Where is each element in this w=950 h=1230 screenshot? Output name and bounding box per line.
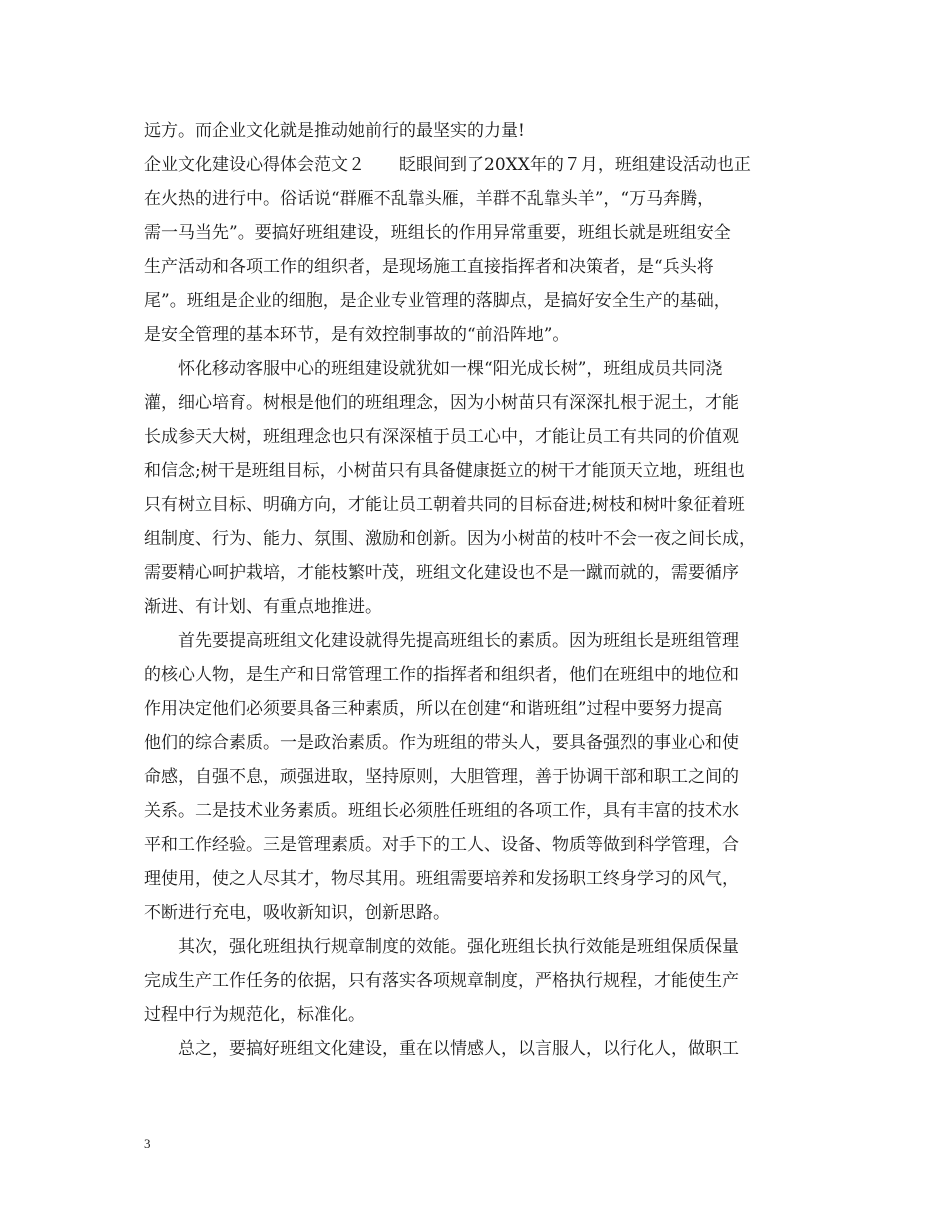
text-line: 需要精心呵护栽培，才能枝繁叶茂，班组文化建设也不是一蹴而就的，需要循序 (144, 563, 739, 583)
text-line: 命感，自强不息，顽强进取，坚持原则，大胆管理，善于协调干部和职工之间的 (144, 767, 739, 787)
text-line: 渐进、有计划、有重点地推进。 (144, 597, 382, 617)
text-line: 理使用，使之人尽其才，物尽其用。班组需要培养和发扬职工终身学习的风气， (144, 869, 739, 889)
text-line: 需一马当先”。要搞好班组建设，班组长的作用异常重要，班组长就是班组安全 (144, 223, 731, 243)
text-line: 的核心人物，是生产和日常管理工作的指挥者和组织者，他们在班组中的地位和 (144, 665, 739, 685)
text-line: 长成参天大树，班组理念也只有深深植于员工心中，才能让员工有共同的价值观 (144, 427, 739, 447)
text-line: 生产活动和各项工作的组织者，是现场施工直接指挥者和决策者，是“兵头将 (144, 257, 714, 277)
page-number: 3 (144, 1136, 151, 1151)
text-line: 不断进行充电，吸收新知识，创新思路。 (144, 903, 450, 923)
text-line: 灌，细心培育。树根是他们的班组理念，因为小树苗只有深深扎根于泥土，才能 (144, 393, 739, 413)
text-line: 怀化移动客服中心的班组建设就犹如一棵“阳光成长树”，班组成员共同浇 (144, 359, 723, 379)
text-line: 组制度、行为、能力、氛围、激励和创新。因为小树苗的枝叶不会一夜之间长成， (144, 529, 756, 549)
text-line: 在火热的进行中。俗话说“群雁不乱靠头雁，羊群不乱靠头羊”，“万马奔腾， (144, 189, 715, 209)
text-line: 总之，要搞好班组文化建设，重在以情感人，以言服人，以行化人，做职工 (144, 1039, 739, 1059)
text-line: 平和工作经验。三是管理素质。对手下的工人、设备、物质等做到科学管理，合 (144, 835, 739, 855)
text-line: 只有树立目标、明确方向，才能让员工朝着共同的目标奋进;树枝和树叶象征着班 (144, 495, 745, 515)
text-line: 其次，强化班组执行规章制度的效能。强化班组长执行效能是班组保质保量 (144, 937, 739, 957)
text-line: 尾”。班组是企业的细胞，是企业专业管理的落脚点，是搞好安全生产的基础， (144, 291, 731, 311)
text-line: 他们的综合素质。一是政治素质。作为班组的带头人，要具备强烈的事业心和使 (144, 733, 739, 753)
text-line: 和信念;树干是班组目标，小树苗只有具备健康挺立的树干才能顶天立地，班组也 (144, 461, 745, 481)
text-line: 过程中行为规范化，标准化。 (144, 1005, 365, 1025)
text-line: 完成生产工作任务的依据，只有落实各项规章制度，严格执行规程，才能使生产 (144, 971, 739, 991)
text-line: 企业文化建设心得体会范文２ 眨眼间到了20XX年的７月，班组建设活动也正 (144, 155, 751, 175)
text-line: 首先要提高班组文化建设就得先提高班组长的素质。因为班组长是班组管理 (144, 631, 739, 651)
text-line: 关系。二是技术业务素质。班组长必须胜任班组的各项工作，具有丰富的技术水 (144, 801, 739, 821)
text-line: 是安全管理的基本环节，是有效控制事故的“前沿阵地”。 (144, 325, 570, 345)
text-line: 远方。而企业文化就是推动她前行的最坚实的力量! (144, 121, 525, 141)
body-text (144, 114, 814, 1066)
text-line: 作用决定他们必须要具备三种素质，所以在创建“和谐班组”过程中要努力提高 (144, 699, 723, 719)
